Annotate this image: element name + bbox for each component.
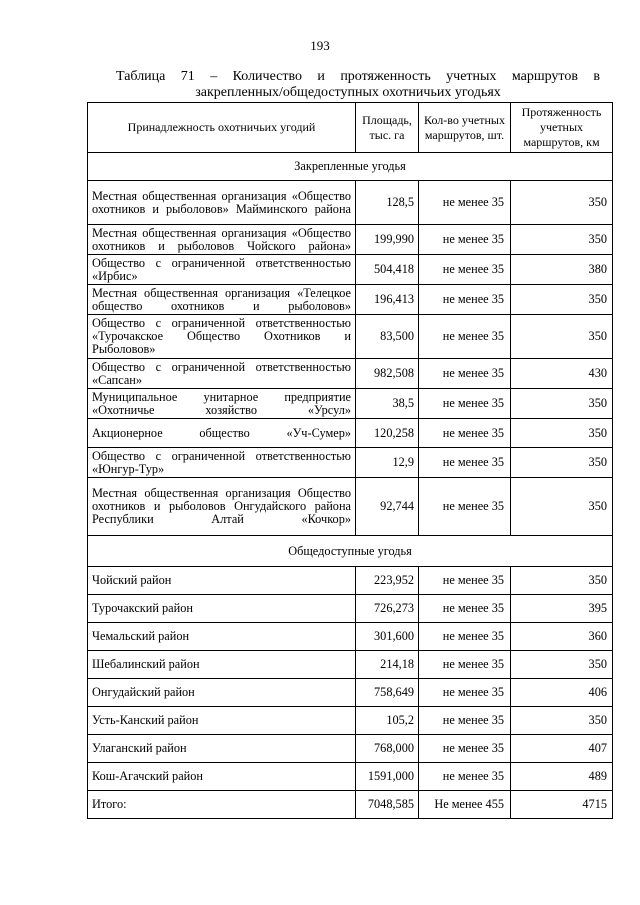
- row-length: 350: [511, 567, 613, 595]
- row-count: не менее 35: [419, 679, 511, 707]
- caption-line-2: закрепленных/общедоступных охотничьих угодьях: [195, 85, 501, 100]
- row-count: не менее 35: [419, 595, 511, 623]
- row-area: 758,649: [356, 679, 419, 707]
- table-row: [88, 255, 613, 285]
- table-row: [88, 315, 613, 359]
- row-length: 430: [511, 359, 613, 389]
- row-area: 301,600: [356, 623, 419, 651]
- row-length: 407: [511, 735, 613, 763]
- row-length: 350: [511, 707, 613, 735]
- row-owner: Усть-Канский район: [88, 707, 356, 735]
- row-length: 350: [511, 478, 613, 536]
- table-row: [88, 448, 613, 478]
- row-owner: Общество с ограниченной ответственностью «Юнгур-Тур»: [88, 448, 356, 478]
- row-count: не менее 35: [419, 448, 511, 478]
- row-owner: Местная общественная организация «Телецкое общество охотников и рыболовов»: [88, 285, 356, 315]
- table-row: [88, 389, 613, 419]
- total-length: 4715: [511, 791, 613, 819]
- row-owner: Чемальский район: [88, 623, 356, 651]
- row-area: 128,5: [356, 181, 419, 225]
- caption-word: Количество: [232, 69, 302, 84]
- page-number: 193: [310, 38, 330, 53]
- table-row: [88, 225, 613, 255]
- section-public: Общедоступные угодья: [88, 536, 613, 567]
- row-count: не менее 35: [419, 735, 511, 763]
- row-count: не менее 35: [419, 623, 511, 651]
- row-area: 196,413: [356, 285, 419, 315]
- row-length: 489: [511, 763, 613, 791]
- caption-line-1: [116, 69, 600, 85]
- table-row: [88, 595, 613, 623]
- row-count: не менее 35: [419, 181, 511, 225]
- table-row: [88, 679, 613, 707]
- table-row: [88, 623, 613, 651]
- row-count: не менее 35: [419, 285, 511, 315]
- row-length: 350: [511, 225, 613, 255]
- caption-word: –: [210, 69, 218, 84]
- row-count: не менее 35: [419, 315, 511, 359]
- row-count: не менее 35: [419, 359, 511, 389]
- row-count: не менее 35: [419, 419, 511, 448]
- row-area: 199,990: [356, 225, 419, 255]
- row-area: 1591,000: [356, 763, 419, 791]
- row-area: 504,418: [356, 255, 419, 285]
- table-row: [88, 359, 613, 389]
- table-row: [88, 285, 613, 315]
- header-count: Кол-во учетных маршрутов, шт.: [419, 103, 511, 153]
- section-row: [88, 153, 613, 181]
- row-length: 350: [511, 285, 613, 315]
- row-count: не менее 35: [419, 255, 511, 285]
- row-owner: Чойский район: [88, 567, 356, 595]
- hunting-routes-table: [87, 102, 613, 819]
- table-row: [88, 478, 613, 536]
- row-count: не менее 35: [419, 651, 511, 679]
- row-count: не менее 35: [419, 225, 511, 255]
- row-area: 38,5: [356, 389, 419, 419]
- row-area: 12,9: [356, 448, 419, 478]
- row-area: 120,258: [356, 419, 419, 448]
- table-row: [88, 419, 613, 448]
- row-length: 395: [511, 595, 613, 623]
- header-area: Площадь, тыс. га: [356, 103, 419, 153]
- row-area: 83,500: [356, 315, 419, 359]
- row-area: 223,952: [356, 567, 419, 595]
- section-fixed: Закрепленные угодья: [88, 153, 613, 181]
- table-caption: [116, 69, 600, 101]
- row-length: 350: [511, 651, 613, 679]
- caption-word: и: [317, 69, 325, 84]
- row-count: не менее 35: [419, 763, 511, 791]
- total-row: [88, 791, 613, 819]
- table-row: [88, 651, 613, 679]
- total-area: 7048,585: [356, 791, 419, 819]
- row-count: не менее 35: [419, 478, 511, 536]
- row-length: 380: [511, 255, 613, 285]
- header-length: Протяженность учетных маршрутов, км: [511, 103, 613, 153]
- row-owner: Кош-Агачский район: [88, 763, 356, 791]
- row-owner: Общество с ограниченной ответственностью «Сапсан»: [88, 359, 356, 389]
- row-length: 350: [511, 448, 613, 478]
- row-length: 350: [511, 389, 613, 419]
- row-owner: Муниципальное унитарное предприятие «Охотничье хозяйство «Урсул»: [88, 389, 356, 419]
- row-owner: Шебалинский район: [88, 651, 356, 679]
- row-area: 768,000: [356, 735, 419, 763]
- row-area: 105,2: [356, 707, 419, 735]
- row-area: 726,273: [356, 595, 419, 623]
- table-row: [88, 181, 613, 225]
- header-owner: Принадлежность охотничьих угодий: [88, 103, 356, 153]
- row-owner: Акционерное общество «Уч-Сумер»: [88, 419, 356, 448]
- caption-word: маршрутов: [511, 69, 578, 84]
- row-length: 406: [511, 679, 613, 707]
- row-area: 92,744: [356, 478, 419, 536]
- caption-word: протяженность: [340, 69, 431, 84]
- row-owner: Местная общественная организация «Общество охотников и рыболовов» Майминского района: [88, 181, 356, 225]
- section-row: [88, 536, 613, 567]
- row-length: 350: [511, 315, 613, 359]
- row-owner: Местная общественная организация «Общество охотников и рыболовов Чойского района»: [88, 225, 356, 255]
- caption-word: 71: [180, 69, 195, 84]
- table-header-row: [88, 103, 613, 153]
- caption-word: учетных: [446, 69, 497, 84]
- table-row: [88, 567, 613, 595]
- row-area: 214,18: [356, 651, 419, 679]
- row-length: 360: [511, 623, 613, 651]
- row-owner: Общество с ограниченной ответственностью «Ирбис»: [88, 255, 356, 285]
- caption-word: в: [593, 69, 600, 84]
- table-row: [88, 763, 613, 791]
- total-label: Итого:: [88, 791, 356, 819]
- row-owner: Общество с ограниченной ответственностью «Турочакское Общество Охотников и Рыболовов»: [88, 315, 356, 359]
- row-owner: Улаганский район: [88, 735, 356, 763]
- row-owner: Онгудайский район: [88, 679, 356, 707]
- row-count: не менее 35: [419, 567, 511, 595]
- row-count: не менее 35: [419, 389, 511, 419]
- table-row: [88, 707, 613, 735]
- row-count: не менее 35: [419, 707, 511, 735]
- row-owner: Местная общественная организация Общество охотников и рыболовов Онгудайского района Республики Алтай «Кочкор»: [88, 478, 356, 536]
- total-count: Не менее 455: [419, 791, 511, 819]
- table-row: [88, 735, 613, 763]
- row-length: 350: [511, 419, 613, 448]
- caption-word: Таблица: [116, 69, 166, 84]
- row-length: 350: [511, 181, 613, 225]
- row-area: 982,508: [356, 359, 419, 389]
- row-owner: Турочакский район: [88, 595, 356, 623]
